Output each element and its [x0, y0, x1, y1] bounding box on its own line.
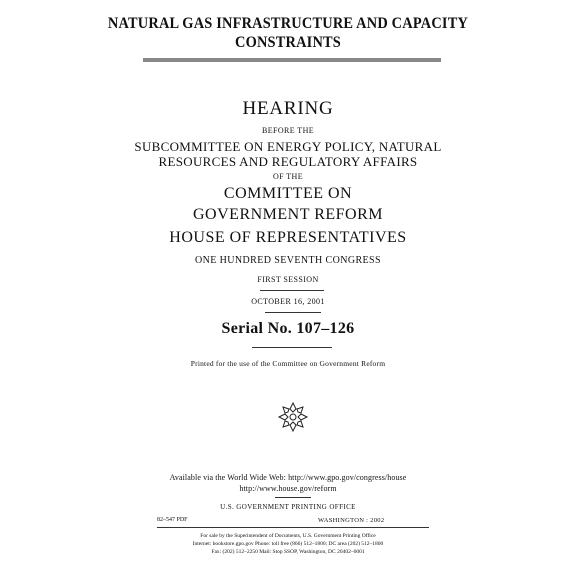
before-the-label: BEFORE THE	[261, 126, 315, 135]
gpo-label: U.S. GOVERNMENT PRINTING OFFICE	[220, 503, 356, 511]
subcommittee-line-1: SUBCOMMITTEE ON ENERGY POLICY, NATURAL	[134, 139, 442, 154]
house-name: HOUSE OF REPRESENTATIVES	[169, 229, 407, 246]
sale-line-2: Internet: bookstore.gpo.gov Phone: toll free (866) 512–1800; DC area (202) 512–1800	[192, 541, 384, 547]
session-label: FIRST SESSION	[257, 275, 319, 284]
title-line-2: CONSTRAINTS	[234, 34, 342, 51]
availability-rule	[275, 497, 311, 498]
serial-rule	[252, 347, 332, 348]
subcommittee-line-2: RESOURCES AND REGULATORY AFFAIRS	[158, 154, 418, 169]
footer-rule	[157, 527, 429, 528]
title-rule	[143, 58, 441, 62]
availability-line-1: Available via the World Wide Web: http://www.gpo.gov/congress/house	[169, 473, 407, 482]
of-the-label: OF THE	[272, 172, 304, 181]
congress-label: ONE HUNDRED SEVENTH CONGRESS	[195, 255, 381, 266]
committee-line-2: GOVERNMENT REFORM	[193, 206, 383, 223]
gpo-emblem-icon	[277, 401, 309, 433]
title-line-1: NATURAL GAS INFRASTRUCTURE AND CAPACITY	[107, 15, 469, 32]
printed-for-note: Printed for the use of the Committee on Government Reform	[190, 359, 386, 368]
sale-note	[0, 532, 576, 556]
sale-line-3: Fax: (202) 512–2250 Mail: Stop SSOP, Washington, DC 20402–0001	[211, 549, 365, 555]
document-title	[29, 14, 547, 52]
committee-line-1: COMMITTEE ON	[223, 185, 353, 202]
committee-name	[0, 183, 576, 225]
session-rule	[260, 290, 324, 291]
pdf-number: 82–547 PDF	[157, 517, 188, 523]
sale-line-1: For sale by the Superintendent of Documents, U.S. Government Printing Office	[200, 533, 376, 539]
date-rule	[265, 312, 321, 313]
hearing-heading: HEARING	[242, 98, 334, 119]
availability-line-2: http://www.house.gov/reform	[239, 484, 337, 493]
washington-label: WASHINGTON : 2002	[318, 517, 385, 524]
availability-note	[0, 472, 576, 494]
hearing-date: OCTOBER 16, 2001	[251, 297, 325, 306]
serial-number: Serial No. 107–126	[221, 320, 355, 337]
subcommittee-name	[0, 139, 576, 169]
